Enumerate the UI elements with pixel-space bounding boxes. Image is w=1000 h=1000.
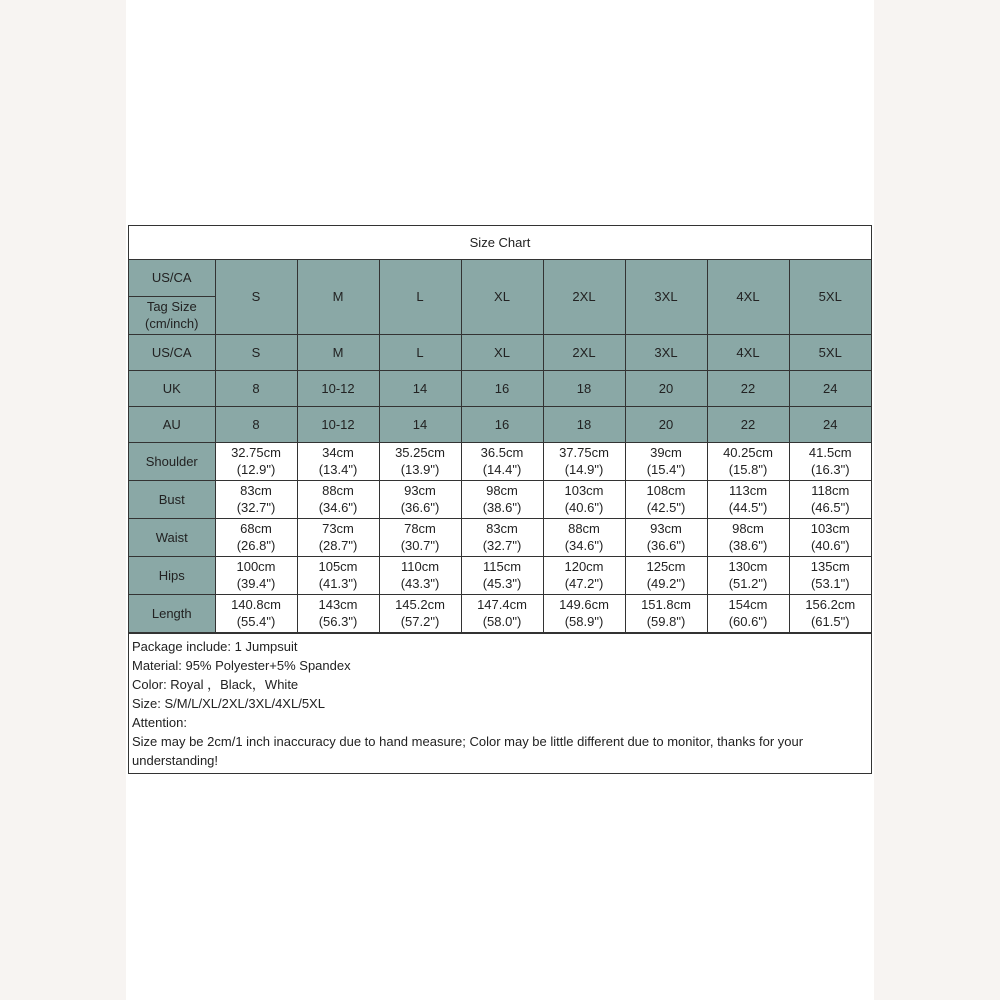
size-row bbox=[129, 334, 871, 370]
measure-inch: (40.6") bbox=[564, 500, 604, 515]
measure-cm: 100cm bbox=[236, 559, 276, 574]
measure-inch: (14.9") bbox=[564, 462, 604, 477]
measure-cm: 105cm bbox=[318, 559, 358, 574]
chart-title: Size Chart bbox=[129, 226, 871, 260]
size-row-cell: 10-12 bbox=[297, 370, 379, 406]
measure-cm: 93cm bbox=[404, 483, 436, 498]
measure-cell bbox=[789, 556, 871, 594]
measure-cm: 151.8cm bbox=[641, 597, 691, 612]
size-row-label: US/CA bbox=[129, 334, 215, 370]
measure-inch: (12.9") bbox=[236, 462, 276, 477]
measure-cell bbox=[789, 442, 871, 480]
measure-row-label: Hips bbox=[129, 556, 215, 594]
measure-cell bbox=[625, 442, 707, 480]
measure-cell bbox=[297, 480, 379, 518]
measure-inch: (51.2") bbox=[728, 576, 768, 591]
measure-cm: 125cm bbox=[646, 559, 686, 574]
measure-row bbox=[129, 442, 871, 480]
measure-cm: 103cm bbox=[810, 521, 850, 536]
measure-row-label: Bust bbox=[129, 480, 215, 518]
measure-cm: 32.75cm bbox=[231, 445, 281, 460]
tag-size-cell: 2XL bbox=[543, 260, 625, 334]
measure-inch: (57.2") bbox=[400, 614, 440, 629]
measure-cm: 108cm bbox=[646, 483, 686, 498]
measure-inch: (32.7") bbox=[482, 538, 522, 553]
size-row-cell: 14 bbox=[379, 370, 461, 406]
measure-cell bbox=[789, 594, 871, 632]
size-row-cell: 8 bbox=[215, 370, 297, 406]
measure-inch: (44.5") bbox=[728, 500, 768, 515]
measure-inch: (61.5") bbox=[810, 614, 850, 629]
measure-cell bbox=[297, 442, 379, 480]
size-row-cell: 3XL bbox=[625, 334, 707, 370]
measure-cell bbox=[215, 556, 297, 594]
measure-inch: (60.6") bbox=[728, 614, 768, 629]
measure-cm: 41.5cm bbox=[808, 445, 852, 460]
measure-cell bbox=[379, 442, 461, 480]
size-row-label: UK bbox=[129, 370, 215, 406]
tag-size-cell: 3XL bbox=[625, 260, 707, 334]
header-label-us-ca: US/CA bbox=[129, 260, 215, 296]
measure-inch: (53.1") bbox=[810, 576, 850, 591]
measure-inch: (55.4") bbox=[236, 614, 276, 629]
size-row-label: AU bbox=[129, 406, 215, 442]
size-row-cell: 14 bbox=[379, 406, 461, 442]
size-row-cell: 22 bbox=[707, 406, 789, 442]
measure-cm: 34cm bbox=[322, 445, 354, 460]
measure-cm: 83cm bbox=[486, 521, 518, 536]
measure-row bbox=[129, 594, 871, 632]
measure-cell bbox=[461, 556, 543, 594]
measure-cell bbox=[543, 518, 625, 556]
measure-row bbox=[129, 518, 871, 556]
measure-cm: 93cm bbox=[650, 521, 682, 536]
measure-cell bbox=[461, 518, 543, 556]
measure-cm: 118cm bbox=[811, 483, 850, 498]
measure-inch: (42.5") bbox=[646, 500, 686, 515]
note-line: Package include: 1 Jumpsuit bbox=[132, 638, 298, 654]
size-row-cell: 20 bbox=[625, 370, 707, 406]
measure-cell bbox=[379, 518, 461, 556]
measure-inch: (58.9") bbox=[564, 614, 604, 629]
note-line: Size: S/M/L/XL/2XL/3XL/4XL/5XL bbox=[132, 695, 325, 711]
notes-block bbox=[129, 633, 871, 773]
measure-inch: (34.6") bbox=[564, 538, 604, 553]
measure-cell bbox=[707, 556, 789, 594]
measure-cell bbox=[297, 594, 379, 632]
measure-inch: (45.3") bbox=[482, 576, 522, 591]
measure-inch: (36.6") bbox=[400, 500, 440, 515]
measure-inch: (41.3") bbox=[318, 576, 358, 591]
measure-cell bbox=[543, 556, 625, 594]
measure-cm: 149.6cm bbox=[559, 597, 609, 612]
measure-inch: (59.8") bbox=[646, 614, 686, 629]
measure-inch: (34.6") bbox=[318, 500, 358, 515]
measure-cm: 120cm bbox=[564, 559, 604, 574]
measure-inch: (40.6") bbox=[810, 538, 850, 553]
measure-cm: 140.8cm bbox=[231, 597, 281, 612]
measure-inch: (13.4") bbox=[318, 462, 358, 477]
measure-cell bbox=[707, 480, 789, 518]
measure-inch: (16.3") bbox=[810, 462, 850, 477]
measure-cell bbox=[379, 594, 461, 632]
measure-cm: 110cm bbox=[400, 559, 440, 574]
measure-inch: (46.5") bbox=[810, 500, 850, 515]
measure-cell bbox=[543, 442, 625, 480]
measure-cm: 37.75cm bbox=[559, 445, 609, 460]
measure-row-label: Shoulder bbox=[129, 442, 215, 480]
measure-cell bbox=[379, 556, 461, 594]
measure-inch: (47.2") bbox=[564, 576, 604, 591]
size-row bbox=[129, 406, 871, 442]
measure-inch: (58.0") bbox=[482, 614, 522, 629]
measure-cell bbox=[461, 480, 543, 518]
tag-size-cell: S bbox=[215, 260, 297, 334]
measure-inch: (30.7") bbox=[400, 538, 440, 553]
measure-cell bbox=[789, 480, 871, 518]
measure-inch: (36.6") bbox=[646, 538, 686, 553]
measure-cm: 103cm bbox=[564, 483, 604, 498]
note-line: Attention: bbox=[132, 714, 187, 730]
measure-inch: (28.7") bbox=[318, 538, 358, 553]
measure-inch: (38.6") bbox=[482, 500, 522, 515]
measure-cm: 154cm bbox=[728, 597, 768, 612]
size-table bbox=[129, 260, 871, 633]
size-row-cell: 22 bbox=[707, 370, 789, 406]
header-row-us-ca bbox=[129, 260, 871, 296]
measure-cell bbox=[625, 480, 707, 518]
size-row-cell: L bbox=[379, 334, 461, 370]
tag-size-cell: L bbox=[379, 260, 461, 334]
measure-row bbox=[129, 480, 871, 518]
measure-cm: 143cm bbox=[318, 597, 358, 612]
size-row-cell: XL bbox=[461, 334, 543, 370]
measure-cm: 145.2cm bbox=[395, 597, 445, 612]
measure-cell bbox=[543, 594, 625, 632]
size-row-cell: 5XL bbox=[789, 334, 871, 370]
size-row-cell: 10-12 bbox=[297, 406, 379, 442]
tag-size-cell: XL bbox=[461, 260, 543, 334]
size-table-body bbox=[129, 260, 871, 632]
measure-inch: (49.2") bbox=[646, 576, 686, 591]
measure-inch: (43.3") bbox=[400, 576, 440, 591]
size-row-cell: 16 bbox=[461, 370, 543, 406]
measure-cell bbox=[543, 480, 625, 518]
measure-cm: 83cm bbox=[240, 483, 272, 498]
note-line: Size may be 2cm/1 inch inaccuracy due to hand measure; Color may be little different due to monitor, thanks for your understanding! bbox=[132, 733, 804, 768]
header-label-tag-size: Tag Size (cm/inch) bbox=[129, 296, 215, 334]
measure-inch: (56.3") bbox=[318, 614, 358, 629]
size-row-cell: 4XL bbox=[707, 334, 789, 370]
measure-cm: 147.4cm bbox=[477, 597, 527, 612]
measure-cm: 130cm bbox=[728, 559, 768, 574]
tag-size-cell: M bbox=[297, 260, 379, 334]
measure-cell bbox=[215, 480, 297, 518]
measure-inch: (38.6") bbox=[728, 538, 768, 553]
measure-cm: 135cm bbox=[810, 559, 850, 574]
measure-row-label: Length bbox=[129, 594, 215, 632]
measure-inch: (32.7") bbox=[236, 500, 276, 515]
measure-cm: 98cm bbox=[732, 521, 764, 536]
size-row-cell: 18 bbox=[543, 370, 625, 406]
measure-cell bbox=[215, 442, 297, 480]
measure-inch: (15.8") bbox=[728, 462, 768, 477]
measure-cm: 88cm bbox=[568, 521, 600, 536]
measure-cell bbox=[215, 518, 297, 556]
measure-cell bbox=[707, 518, 789, 556]
measure-cm: 98cm bbox=[486, 483, 518, 498]
measure-cell bbox=[215, 594, 297, 632]
measure-cm: 40.25cm bbox=[723, 445, 773, 460]
measure-inch: (14.4") bbox=[482, 462, 522, 477]
note-line: Color: Royal ，Black，White bbox=[132, 676, 299, 692]
note-line: Material: 95% Polyester+5% Spandex bbox=[132, 657, 351, 673]
measure-row bbox=[129, 556, 871, 594]
measure-cm: 35.25cm bbox=[395, 445, 445, 460]
measure-cell bbox=[461, 442, 543, 480]
size-row bbox=[129, 370, 871, 406]
size-row-cell: S bbox=[215, 334, 297, 370]
measure-cell bbox=[625, 594, 707, 632]
measure-cell bbox=[625, 518, 707, 556]
measure-cm: 113cm bbox=[728, 483, 768, 498]
size-row-cell: 16 bbox=[461, 406, 543, 442]
measure-cm: 73cm bbox=[322, 521, 354, 536]
measure-cell bbox=[707, 594, 789, 632]
measure-cm: 115cm bbox=[482, 559, 522, 574]
tag-size-cell: 4XL bbox=[707, 260, 789, 334]
size-row-cell: M bbox=[297, 334, 379, 370]
measure-cm: 78cm bbox=[404, 521, 436, 536]
measure-row-label: Waist bbox=[129, 518, 215, 556]
measure-cell bbox=[789, 518, 871, 556]
size-chart bbox=[128, 225, 872, 774]
measure-cell bbox=[379, 480, 461, 518]
measure-cm: 68cm bbox=[240, 521, 272, 536]
size-row-cell: 8 bbox=[215, 406, 297, 442]
measure-inch: (39.4") bbox=[236, 576, 276, 591]
measure-cm: 39cm bbox=[650, 445, 682, 460]
measure-inch: (26.8") bbox=[236, 538, 276, 553]
measure-cm: 36.5cm bbox=[480, 445, 524, 460]
measure-cell bbox=[297, 518, 379, 556]
measure-cm: 88cm bbox=[322, 483, 354, 498]
tag-size-cell: 5XL bbox=[789, 260, 871, 334]
size-row-cell: 18 bbox=[543, 406, 625, 442]
size-row-cell: 24 bbox=[789, 370, 871, 406]
measure-inch: (15.4") bbox=[646, 462, 686, 477]
size-row-cell: 24 bbox=[789, 406, 871, 442]
measure-cell bbox=[625, 556, 707, 594]
measure-cell bbox=[461, 594, 543, 632]
measure-cell bbox=[297, 556, 379, 594]
measure-cell bbox=[707, 442, 789, 480]
measure-inch: (13.9") bbox=[400, 462, 440, 477]
measure-cm: 156.2cm bbox=[805, 597, 856, 612]
size-row-cell: 20 bbox=[625, 406, 707, 442]
size-row-cell: 2XL bbox=[543, 334, 625, 370]
